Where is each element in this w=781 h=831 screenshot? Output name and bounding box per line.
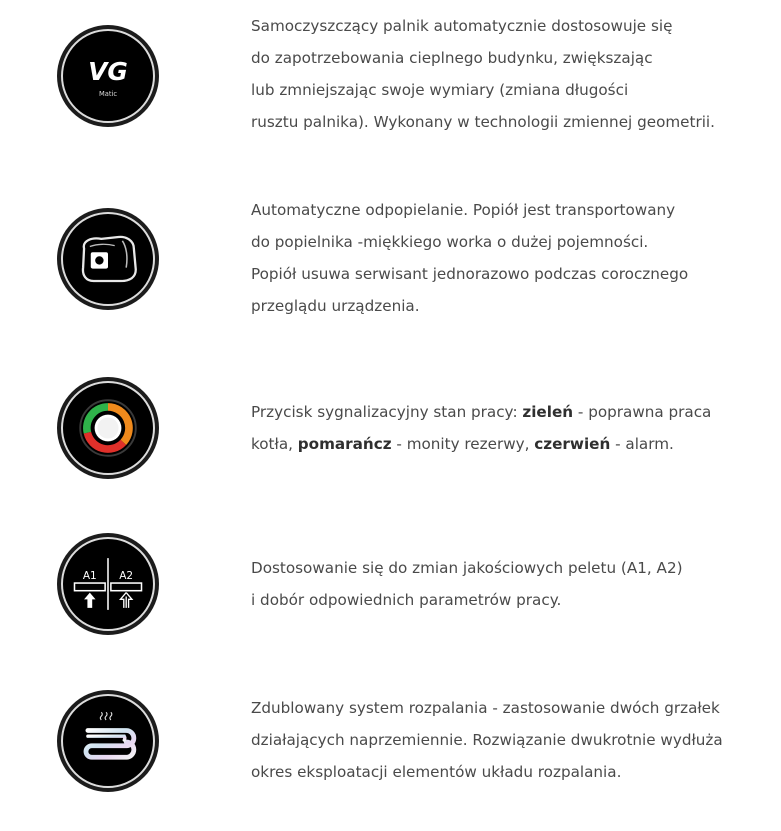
arrow-up-filled-icon (84, 593, 95, 608)
text-line: Zdublowany system rozpalania - zastosowanie dwóch grzałek (251, 699, 720, 717)
text-line: do zapotrzebowania cieplnego budynku, zwiększając (251, 49, 653, 67)
text-line: Automatyczne odpopielanie. Popiół jest transportowany (251, 201, 676, 219)
pellet-quality-icon (61, 537, 155, 631)
text-line: lub zmniejszając swoje wymiary (zmiana długości (251, 81, 629, 99)
heater-element-badge (57, 690, 159, 792)
text-segment: Przycisk sygnalizacyjny stan pracy: (251, 403, 523, 421)
text-line: Popiół usuwa serwisant jednorazowo podczas corocznego (251, 265, 689, 283)
status-ring-icon (61, 381, 155, 475)
text-segment: kotła, (251, 435, 298, 453)
text-segment: - poprawna praca (573, 403, 712, 421)
a2-label: A2 (119, 570, 134, 583)
text-line (251, 396, 771, 428)
status-button-description (251, 396, 771, 460)
text-line: Samoczyszczący palnik automatycznie dostosowuje się (251, 17, 673, 35)
heater-element-icon (61, 694, 155, 788)
status-ring-badge (57, 377, 159, 479)
matic-label: Matic (98, 90, 118, 99)
ash-removal-description (251, 194, 771, 322)
ash-bag-badge (57, 208, 159, 310)
red-label: czerwień (534, 435, 611, 453)
dual-ignition-description (251, 692, 771, 788)
text-segment: - monity rezerwy, (391, 435, 535, 453)
orange-label: pomarańcz (297, 435, 392, 453)
vg-matic-badge (57, 25, 159, 127)
text-line: rusztu palnika). Wykonany w technologii zmiennej geometrii. (251, 113, 715, 131)
text-line: i dobór odpowiednich parametrów pracy. (251, 591, 562, 609)
text-segment: - alarm. (610, 435, 674, 453)
a1-label: A1 (82, 570, 97, 583)
pellet-quality-badge (57, 533, 159, 635)
text-line: działających naprzemiennie. Rozwiązanie dwukrotnie wydłuża (251, 731, 723, 749)
arrow-up-outline-icon (120, 593, 131, 608)
text-line: Dostosowanie się do zmian jakościowych peletu (A1, A2) (251, 559, 683, 577)
burner-description (251, 10, 771, 138)
text-line: okres eksploatacji elementów układu rozpalania. (251, 763, 622, 781)
vg-matic-logo-icon (61, 29, 155, 123)
text-line (251, 428, 771, 460)
text-line: przeglądu urządzenia. (251, 297, 420, 315)
vg-logo-text: VG (88, 56, 128, 86)
pellet-quality-description (251, 552, 771, 616)
ash-bag-icon (61, 212, 155, 306)
green-label: zieleń (522, 403, 574, 421)
text-line: do popielnika -miękkiego worka o dużej pojemności. (251, 233, 649, 251)
